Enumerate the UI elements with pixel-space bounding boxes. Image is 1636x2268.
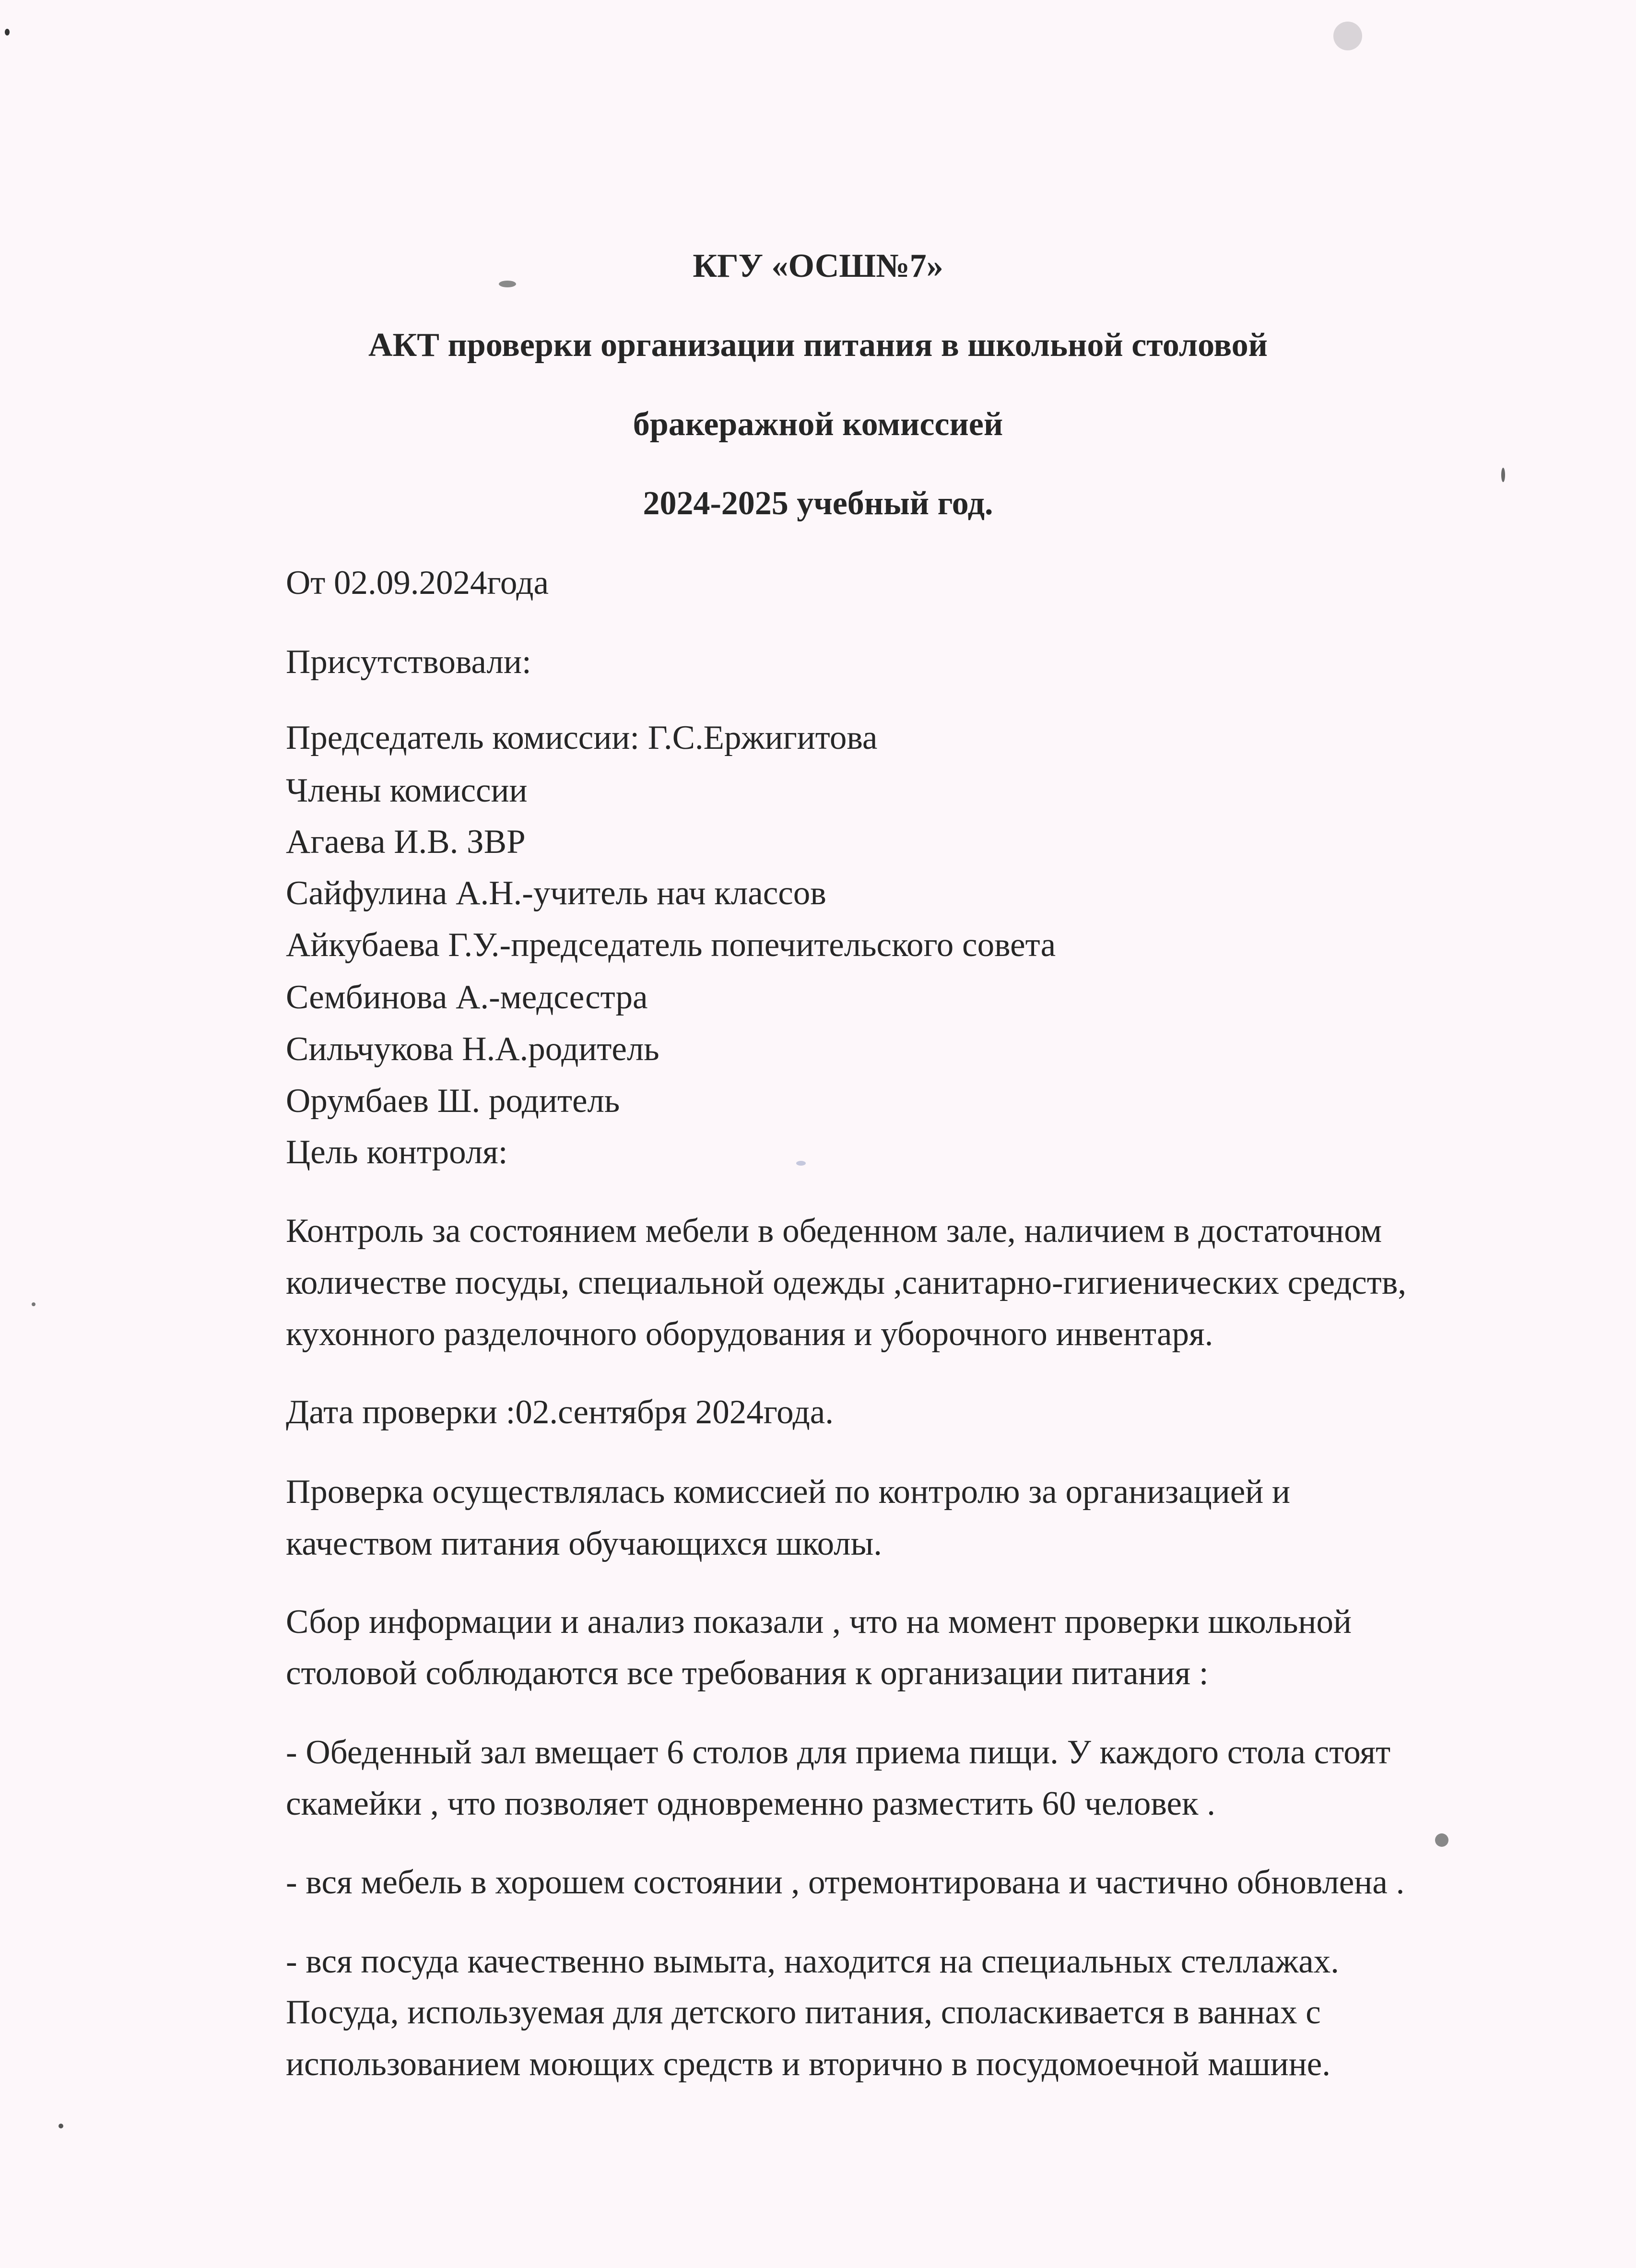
finding-line: Посуда, используемая для детского питания, споласкивается в ваннах с: [286, 1994, 1321, 2031]
conducted-text-line: качеством питания обучающихся школы.: [286, 1525, 883, 1562]
organization-name: КГУ «ОСШ№7»: [693, 248, 943, 284]
scan-speck: [499, 281, 516, 287]
member-item: Айкубаева Г.У.-председатель попечительского совета: [286, 926, 1056, 964]
findings-intro-line: столовой соблюдаются все требования к организации питания :: [286, 1654, 1209, 1692]
finding-line: использованием моющих средств и вторично в посудомоечной машине.: [286, 2045, 1331, 2083]
scan-speck: [1501, 468, 1505, 482]
member-item: Сильчукова Н.А.родитель: [286, 1030, 659, 1068]
scan-speck: [32, 1302, 35, 1306]
scan-speck: [1333, 22, 1362, 50]
findings-intro-line: Сбор информации и анализ показали , что на момент проверки школьной: [286, 1603, 1352, 1641]
purpose-text-line: кухонного разделочного оборудования и уборочного инвентаря.: [286, 1315, 1213, 1353]
member-item: Орумбаев Ш. родитель: [286, 1082, 620, 1120]
purpose-text-line: количестве посуды, специальной одежды ,санитарно-гигиенических средств,: [286, 1264, 1407, 1301]
check-date: Дата проверки :02.сентября 2024года.: [286, 1394, 834, 1431]
finding-line: - вся мебель в хорошем состоянии , отремонтирована и частично обновлена .: [286, 1864, 1405, 1901]
member-item: Сайфулина А.Н.-учитель нач классов: [286, 874, 826, 912]
attendance-label: Присутствовали:: [286, 643, 531, 681]
purpose-text-line: Контроль за состоянием мебели в обеденном зале, наличием в достаточном: [286, 1212, 1382, 1250]
purpose-label: Цель контроля:: [286, 1134, 508, 1171]
scan-speck: [796, 1161, 806, 1166]
finding-line: скамейки , что позволяет одновременно разместить 60 человек .: [286, 1785, 1215, 1822]
academic-year: 2024-2025 учебный год.: [643, 485, 993, 522]
member-item: Сембинова А.-медсестра: [286, 979, 648, 1016]
member-item: Агаева И.В. ЗВР: [286, 823, 526, 861]
members-label: Члены комиссии: [286, 772, 528, 809]
scan-speck: [59, 2124, 63, 2128]
scan-speck: [5, 29, 10, 35]
finding-line: - вся посуда качественно вымыта, находится на специальных стеллажах.: [286, 1943, 1340, 1980]
act-date: От 02.09.2024года: [286, 564, 549, 602]
conducted-text-line: Проверка осуществлялась комиссией по контролю за организацией и: [286, 1473, 1290, 1511]
scan-speck: [1435, 1833, 1448, 1847]
finding-line: - Обеденный зал вмещает 6 столов для приема пищи. У каждого стола стоят: [286, 1734, 1391, 1771]
document-title: АКТ проверки организации питания в школьной столовой: [368, 327, 1268, 364]
document-subtitle: бракеражной комиссией: [633, 406, 1003, 443]
commission-chair: Председатель комиссии: Г.С.Ержигитова: [286, 719, 878, 756]
